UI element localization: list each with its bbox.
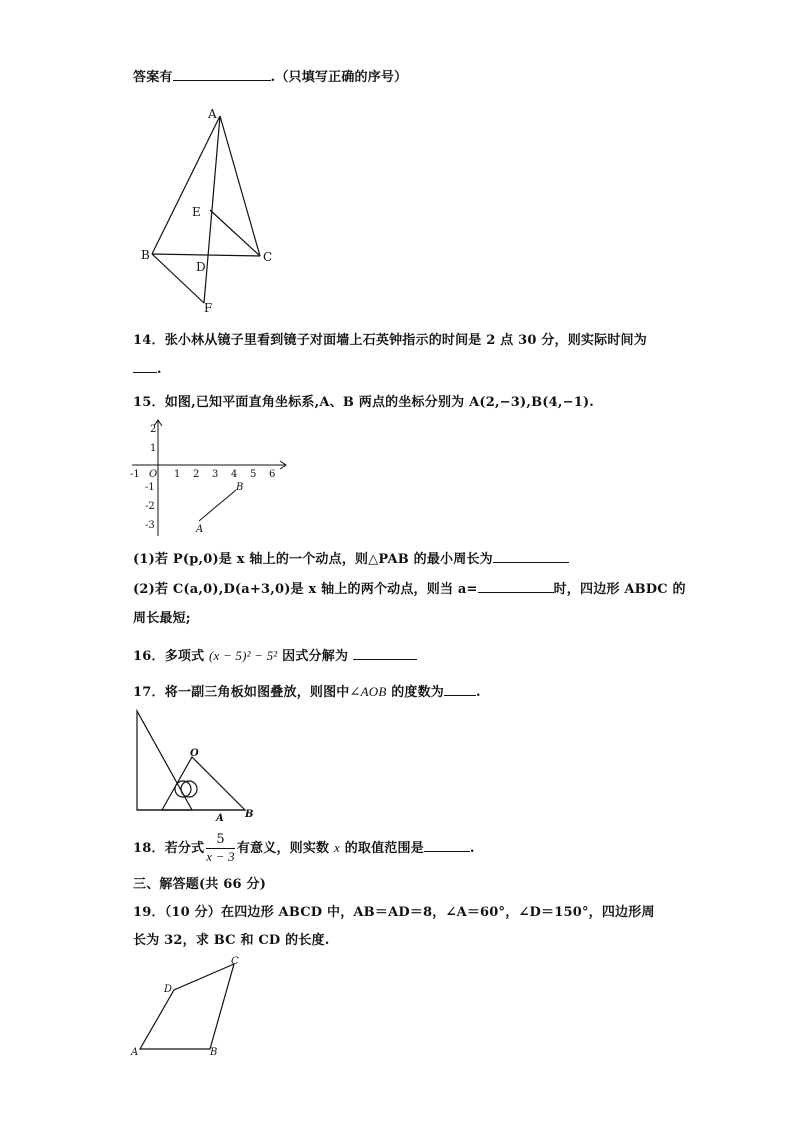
- fig19-label-c: C: [231, 956, 239, 967]
- fig15-ytick-neg3: -3: [145, 520, 155, 531]
- fig13-label-c: C: [263, 250, 273, 264]
- fig13-label-d: D: [196, 260, 206, 274]
- fig15-xtick-1: 1: [174, 469, 181, 480]
- fig17-triangle-slanted: [162, 757, 245, 810]
- q18-prefix: 18．若分式: [133, 841, 205, 856]
- fig15-ytick-neg2: -2: [145, 501, 155, 512]
- fig15-xtick-3: 3: [212, 469, 219, 480]
- fig15-xtick-neg1: -1: [130, 469, 140, 480]
- fig15-xtick-6: 6: [269, 469, 276, 480]
- q15-part2-after: 时，四边形 ABDC 的: [553, 582, 686, 597]
- fig15-segment-ab: [199, 490, 236, 521]
- q18-text: [133, 832, 475, 865]
- fig13-line-ec: [210, 210, 260, 256]
- fig15-xtick-5: 5: [250, 469, 257, 480]
- fig19-label-b: B: [210, 1047, 218, 1058]
- q18-variable: x: [333, 840, 340, 855]
- q13-blank[interactable]: [173, 66, 271, 81]
- fig15-label-a: A: [196, 524, 204, 535]
- q15-part1-blank[interactable]: [493, 548, 569, 563]
- fig17-label-a: A: [216, 813, 224, 824]
- fig15-origin-label: O: [149, 469, 158, 480]
- q13-before: 答案有: [133, 70, 173, 85]
- q15-part2: [133, 578, 686, 597]
- q17-prefix: 17．将一副三角板如图叠放，则图中: [133, 685, 350, 700]
- fig19-label-a: A: [131, 1047, 139, 1058]
- fig19-quadrilateral-abcd: [140, 964, 234, 1049]
- q18-middle: 有意义，则实数: [236, 841, 330, 856]
- q16-suffix: 因式分解为: [282, 649, 349, 664]
- q15-part2-blank[interactable]: [478, 578, 554, 593]
- q18-fraction: [206, 832, 235, 865]
- q16-expression: (x − 5)² − 5²: [209, 648, 278, 663]
- fig15-label-b: B: [236, 482, 244, 493]
- q14-answer-line: [133, 358, 162, 377]
- q18-suffix: 的取值范围是: [344, 841, 424, 856]
- fig15-ytick-neg1: -1: [145, 482, 155, 493]
- fig15-ytick-1: 1: [150, 443, 157, 454]
- fig13-label-e: E: [192, 205, 201, 219]
- fig15-xtick-2: 2: [193, 469, 200, 480]
- fig19-label-d: D: [164, 984, 173, 995]
- q17-text: [133, 681, 481, 700]
- fig15-ytick-2: 2: [150, 424, 157, 435]
- fig13-line-bc: [152, 254, 260, 256]
- q14-end: .: [157, 362, 162, 377]
- q18-end: .: [469, 841, 475, 856]
- q16-blank[interactable]: [353, 645, 417, 660]
- q15-part1-text: (1)若 P(p,0)是 x 轴上的一个动点，则△PAB 的最小周长为: [133, 552, 493, 567]
- q15-part2-before: (2)若 C(a,0),D(a+3,0)是 x 轴上的两个动点，则当 a=: [133, 582, 478, 597]
- fig13-line-ac: [220, 116, 260, 256]
- q17-end: .: [476, 685, 481, 700]
- q14-blank[interactable]: [133, 358, 157, 373]
- q16-prefix: 16．多项式: [133, 649, 205, 664]
- section-3-heading: 三、解答题(共 66 分): [133, 877, 267, 892]
- q14-text: 14．张小林从镜子里看到镜子对面墙上石英钟指示的时间是 2 点 30 分，则实际时间为: [133, 333, 647, 348]
- q19-line2: 长为 32，求 BC 和 CD 的长度.: [133, 933, 330, 948]
- q19-line1: 19．（10 分）在四边形 ABCD 中，AB＝AD＝8，∠A＝60°，∠D＝150°，四边形周: [133, 905, 655, 920]
- q13-after: .（只填写正确的序号）: [270, 70, 408, 85]
- fig13-label-a: A: [208, 107, 217, 121]
- figure-q19-quadrilateral: [128, 952, 248, 1060]
- fig17-label-b: B: [245, 809, 254, 820]
- fig15-xtick-4: 4: [231, 469, 238, 480]
- figure-q13: [130, 100, 290, 320]
- q17-angle: ∠AOB: [349, 684, 387, 699]
- q16-text: [133, 645, 417, 664]
- figure-q17-set-squares: [132, 705, 262, 825]
- q15-text: 15．如图,已知平面直角坐标系,A、B 两点的坐标分别为 A(2,−3),B(4,−1).: [133, 395, 595, 410]
- q15-part1: [133, 548, 569, 567]
- q15-part2-line2: 周长最短;: [133, 611, 191, 626]
- q18-denominator: x − 3: [206, 849, 235, 864]
- q18-blank[interactable]: [424, 837, 470, 852]
- q13-answer-line: [133, 66, 407, 85]
- q18-numerator: 5: [206, 832, 235, 849]
- fig13-label-f: F: [204, 301, 213, 315]
- q17-blank[interactable]: [444, 681, 476, 696]
- fig17-label-o: O: [190, 748, 199, 759]
- q17-suffix: 的度数为: [391, 685, 445, 700]
- fig13-label-b: B: [141, 248, 150, 262]
- figure-q15-coordinate-plane: [128, 418, 298, 540]
